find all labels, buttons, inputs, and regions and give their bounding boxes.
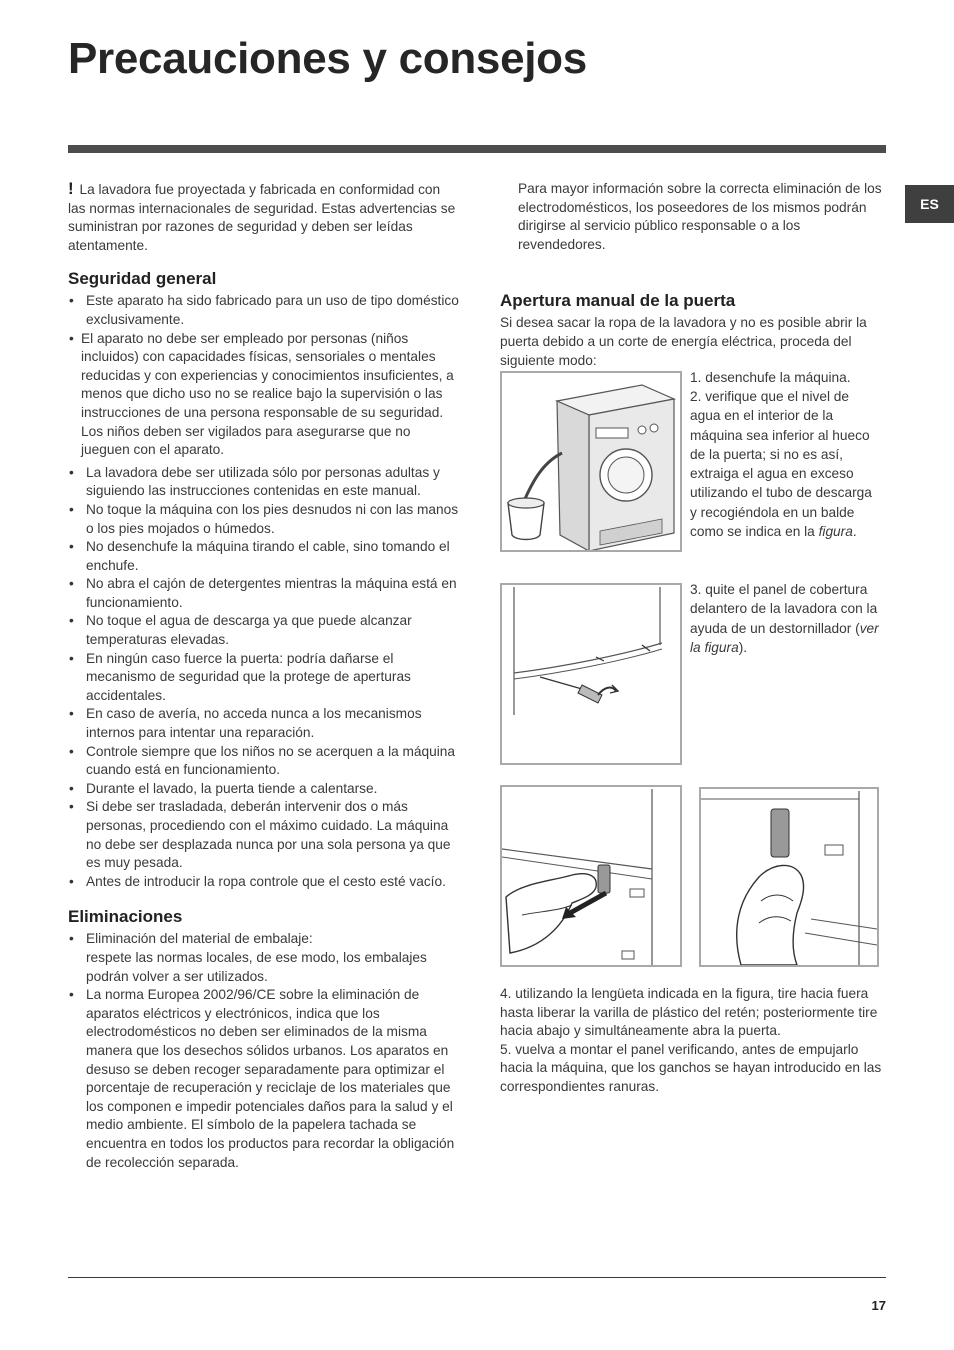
intro-text: La lavadora fue proyectada y fabricada en conformidad con las normas internacionales de seguridad. Estas advertencias se suministran por razones de seguridad y deben ser leídas atentamente.: [68, 182, 456, 253]
list-item: • No abra el cajón de detergentes mientras la máquina está en funcionamiento.: [68, 575, 460, 612]
list-item: • Antes de introducir la ropa controle que el cesto esté vacío.: [68, 873, 460, 892]
step-3-figure-ref: ver la figura: [690, 620, 879, 655]
list-item: • Controle siempre que los niños no se acerquen a la máquina cuando está en funcionamiento.: [68, 743, 460, 780]
hand-tab-closeup-illustration: [701, 789, 877, 965]
list-item-line: respete las normas locales, de ese modo, los embalajes podrán volver a ser utilizados.: [86, 949, 427, 984]
seguridad-list: [68, 292, 460, 891]
step-3-text: 3. quite el panel de cobertura delantero de la lavadora con la ayuda de un destornillador (: [690, 582, 878, 636]
step-2-text: 2. verifique que el nivel de agua en el interior de la máquina sea inferior al hueco de la puerta; si no es así, extraiga el agua en exceso utilizando el tubo de descarga y recogiéndola en un balde como se indica en la: [690, 389, 872, 540]
step-2-figure-ref: figura: [818, 524, 853, 540]
screwdriver-panel-illustration: [502, 585, 680, 763]
list-item: • En ningún caso fuerce la puerta: podría dañarse el mecanismo de seguridad que la protege de aperturas accidentales.: [68, 650, 460, 706]
hand-pull-tab-illustration: [502, 787, 680, 965]
figure-drain-water: [500, 371, 682, 552]
apertura-heading: Apertura manual de la puerta: [500, 291, 736, 311]
list-item: • Durante el lavado, la puerta tiende a calentarse.: [68, 780, 460, 799]
figure-tab-closeup: [699, 787, 879, 967]
left-column: [68, 180, 460, 1172]
eliminacion-info: Para mayor información sobre la correcta eliminación de los electrodomésticos, los poseedores de los mismos podrán dirigirse al servicio público responsable o a los revendedores.: [518, 181, 882, 252]
eliminaciones-list: [68, 930, 460, 1172]
step-3-end: ).: [738, 639, 748, 655]
step-1: 1. desenchufe la máquina.: [690, 370, 851, 385]
right-column: [500, 180, 890, 370]
eliminaciones-heading: Eliminaciones: [68, 907, 183, 927]
intro-paragraph: [68, 180, 460, 255]
apertura-intro: Si desea sacar la ropa de la lavadora y no es posible abrir la puerta debido a un corte de energía eléctrica, proceda del siguiente modo:: [500, 315, 867, 368]
list-item: • En caso de avería, no acceda nunca a los mecanismos internos para intentar una reparación.: [68, 705, 460, 742]
step-4: 4. utilizando la lengüeta indicada en la figura, tire hacia fuera hasta liberar la varilla de plástico del retén; posteriormente tire hacia abajo y simultáneamente abra la puerta.: [500, 986, 878, 1039]
page-number: 17: [871, 1298, 886, 1313]
steps-4-5: [500, 985, 890, 1097]
figure-remove-panel: [500, 583, 682, 765]
step-5: 5. vuelva a montar el panel verificando, antes de empujarlo hacia la máquina, que los ganchos se hayan introducido en las correspondientes ranuras.: [500, 1041, 882, 1094]
footer-divider: [68, 1277, 886, 1278]
list-item: • Este aparato ha sido fabricado para un uso de tipo doméstico exclusivamente.: [68, 292, 460, 329]
list-item: • La lavadora debe ser utilizada sólo por personas adultas y siguiendo las instrucciones contenidas en este manual.: [68, 464, 460, 501]
list-item: • La norma Europea 2002/96/CE sobre la eliminación de aparatos eléctricos y electrónicos, indica que los electrodomésticos no deben ser eliminados de la misma manera que los desechos sólidos urbanos. Los aparatos en desuso se deben recoger separadamente para optimizar el porcentaje de recuperación y reciclaje de los materiales que los componen e impedir potenciales daños para la salud y el medio ambiente. El símbolo de la papelera tachada se encuentra en todos los productos para recordar la obligación de recolección separada.: [68, 986, 460, 1172]
list-item: • Si debe ser trasladada, deberán intervenir dos o más personas, procediendo con el máximo cuidado. La máquina no debe ser desplazada nunca por una sola persona ya que es muy pesada.: [68, 798, 460, 872]
warning-icon: !: [68, 179, 74, 198]
language-tab: ES: [905, 185, 954, 223]
list-item: • No toque la máquina con los pies desnudos ni con las manos o los pies mojados o húmedos.: [68, 501, 460, 538]
page-title: Precauciones y consejos: [68, 34, 587, 83]
list-item: • No desenchufe la máquina tirando el cable, sino tomando el enchufe.: [68, 538, 460, 575]
figure-pull-tab: [500, 785, 682, 967]
washing-machine-drain-illustration: [502, 373, 680, 550]
step-2: [690, 387, 882, 541]
step-3: [690, 580, 886, 657]
list-item: • El aparato no debe ser empleado por personas (niños incluidos) con capacidades físicas, sensoriales o mentales reducidas y con experiencias y conocimientos insuficientes, a menos que dicho uso no se realice bajo la supervisión o las instrucciones de una persona responsable de su seguridad. Los niños deben ser vigilados para asegurarse que no jueguen con el aparato.: [68, 330, 460, 460]
list-item: • No toque el agua de descarga ya que puede alcanzar temperaturas elevadas.: [68, 612, 460, 649]
list-item-line: Eliminación del material de embalaje:: [86, 931, 313, 947]
title-divider: [68, 145, 886, 153]
list-item: [68, 930, 460, 986]
step-2-end: .: [852, 524, 857, 540]
seguridad-heading: Seguridad general: [68, 269, 217, 289]
